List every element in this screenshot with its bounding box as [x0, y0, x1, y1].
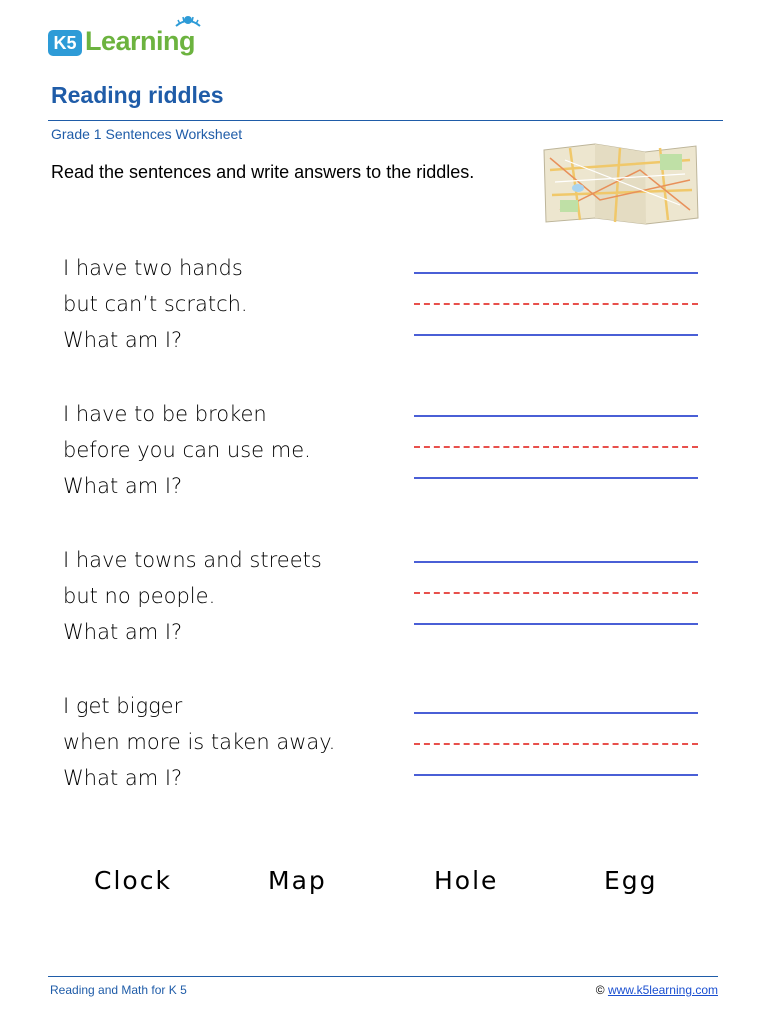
worksheet-subtitle: Grade 1 Sentences Worksheet [51, 126, 243, 142]
copyright-symbol: © [595, 983, 605, 997]
k5-logo-badge: K5 [48, 30, 82, 56]
answer-option-clock: Clock [94, 866, 172, 895]
riddle-4 [63, 688, 335, 796]
answer-line-top[interactable] [414, 272, 698, 274]
riddle-line: What am I? [63, 474, 183, 498]
answer-line-base[interactable] [414, 774, 698, 776]
riddle-line: before you can use me. [63, 438, 311, 462]
footer-divider [48, 976, 718, 977]
riddle-line: What am I? [63, 328, 183, 352]
riddle-line: but no people. [63, 584, 216, 608]
riddle-line: I have to be broken [63, 402, 267, 426]
answer-line-mid [414, 743, 698, 745]
logo-wordmark: Learning [85, 26, 196, 56]
answer-line-base[interactable] [414, 477, 698, 479]
answer-line-base[interactable] [414, 623, 698, 625]
logo-figure-icon [168, 14, 208, 44]
answer-option-map: Map [268, 866, 327, 895]
riddle-line: I have two hands [63, 256, 243, 280]
riddle-line: but can’t scratch. [63, 292, 248, 316]
answer-line-base[interactable] [414, 334, 698, 336]
folded-map-illustration [540, 140, 700, 226]
riddle-3 [63, 542, 322, 650]
riddle-2 [63, 396, 311, 504]
riddle-line: What am I? [63, 620, 183, 644]
answer-line-mid [414, 446, 698, 448]
footer-tagline: Reading and Math for K 5 [50, 983, 187, 997]
answer-option-egg: Egg [604, 866, 658, 895]
answer-line-mid [414, 592, 698, 594]
instructions-text: Read the sentences and write answers to the riddles. [51, 162, 475, 182]
k5-learning-logo [48, 14, 218, 58]
riddle-line: when more is taken away. [63, 730, 336, 754]
k5-website-link[interactable]: www.k5learning.com [607, 983, 718, 997]
riddle-line: I have towns and streets [63, 548, 322, 572]
answer-option-hole: Hole [434, 866, 499, 895]
answer-line-mid [414, 303, 698, 305]
answer-line-top[interactable] [414, 561, 698, 563]
riddle-line: What am I? [63, 766, 183, 790]
title-divider [48, 120, 723, 121]
answer-line-top[interactable] [414, 712, 698, 714]
page-title: Reading riddles [51, 82, 224, 108]
footer-copyright [596, 983, 718, 997]
answer-line-top[interactable] [414, 415, 698, 417]
riddle-line: I get bigger [63, 694, 183, 718]
riddle-1 [63, 250, 248, 358]
